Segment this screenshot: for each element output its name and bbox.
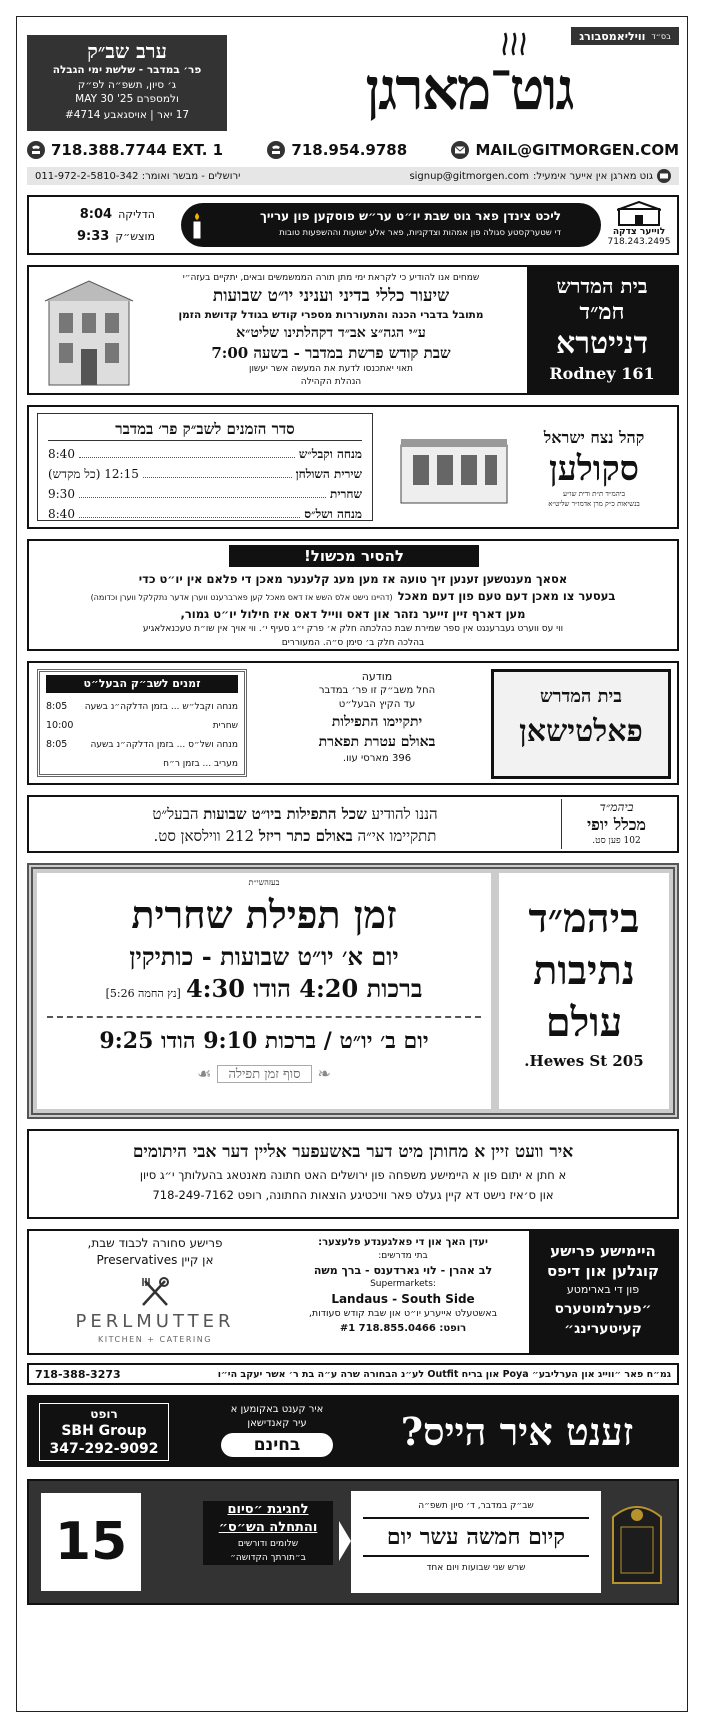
siyum-mid1: לחגיגת ״סיום	[227, 1502, 309, 1517]
row-label: מנחה ושל״ס ... בזמן הדלקה״נ בשעה	[90, 739, 238, 750]
email-text: MAIL@GITMORGEN.COM	[475, 141, 679, 159]
perlmutter-mid	[283, 1235, 523, 1336]
michlal-org2: מכלל יופי	[586, 815, 647, 834]
pm-left-top2: אן קיין Preservatives	[96, 1253, 214, 1267]
nesivos-addr: 205 Hewes St.	[524, 1052, 644, 1070]
nesivos-org	[499, 873, 669, 1109]
warning-line2b: (דהיינו נישט אלס השש אז דאס מאכל קען פארברענט ווערן אדער נתקלקל ווערן וכדומה)	[90, 593, 393, 602]
mail-icon	[657, 169, 671, 183]
michlal-line2	[37, 825, 553, 847]
newspaper-page	[16, 16, 688, 1712]
steam-icon	[499, 31, 529, 57]
pm-left-top: פרישע סחורה לכבוד שבת,	[87, 1236, 223, 1250]
building-image	[39, 277, 139, 387]
yasom-line1: א חתן א יתום פון א היימישע משפחה פון ירושלים האט חתונה מאנטאג בהעלותך י״ג סיון	[139, 1168, 567, 1182]
dynitra-org	[527, 267, 677, 393]
row-time: 12:15 (כל מקדש)	[48, 466, 139, 481]
nesivos-line2: ברכות 4:20 הודו 4:30	[185, 974, 423, 1003]
pm-brand-sub: KITCHEN + CATERING	[98, 1335, 212, 1344]
row-label: מנחה וקבל״ש	[298, 446, 362, 461]
pm-right5: קעיטערינג״	[564, 1321, 642, 1337]
light-time: 8:04	[79, 206, 113, 222]
ornament-right-icon: ☙	[197, 1064, 212, 1083]
warning-line3: מען דארף זיין זייער נזהר און דאס ווייל דאס איז חילול יו״ט גמור,	[180, 607, 526, 621]
candle-banner	[181, 203, 601, 247]
dynitra-org3: דנייטרא	[555, 326, 649, 361]
skulen-ad	[27, 405, 679, 529]
siyum-mid2: והתחלה הש״ס״	[218, 1520, 318, 1535]
skulen-org1: קהל נצח ישראל	[543, 428, 645, 447]
row-label: מנחה וקבל״ש ... בזמן הדלקה״נ בשעה	[84, 701, 238, 712]
pm-right2: קוגלען און דיפס	[546, 1262, 660, 1280]
aircon-title: זענט איר הייס?	[400, 1409, 634, 1454]
zmanim-title: זמנים לשב״ק הבעל״ט	[46, 675, 238, 693]
siyum-mid4: ב״תורתך הקדושה״	[230, 1553, 306, 1563]
date-line4: 17 יאר | אויסגאבע #4714	[64, 109, 190, 121]
siyum-arrow	[339, 1521, 351, 1561]
nesivos-small: בעזהשי״ת	[248, 878, 280, 887]
candle-icon	[187, 211, 207, 241]
dynitra-ad	[27, 265, 679, 395]
nesivos-org3: עולם	[545, 999, 623, 1046]
pm-brand: PERLMUTTER	[75, 1311, 235, 1332]
phone1-text: 718.388.7744 EXT. 1	[51, 141, 224, 159]
paltishan-notice	[277, 669, 477, 766]
signup-email[interactable]: signup@gitmorgen.com	[409, 170, 530, 182]
paltishan-zmanim	[37, 669, 247, 777]
row-label: שירית השולחן	[295, 466, 362, 481]
perlmutter-right	[529, 1231, 677, 1353]
dynitra-sub: מתובל בדברי הכנה והתעוררות מספרי קודש בגודל קדושת הזמן	[178, 309, 484, 321]
skulen-org3: ביהמ״ד ת״ת ודית שו״ע	[563, 490, 625, 498]
notice1: מודעה	[361, 670, 393, 683]
yasom-body	[35, 1139, 671, 1205]
dynitra-addr: 161 Rodney	[549, 364, 655, 383]
aircon-mid1: איר קענט באקומען א	[230, 1404, 324, 1415]
siyum-sub: שרש שני שבועות ויום אחד	[426, 1563, 526, 1573]
row-label: שחרית	[212, 720, 238, 731]
pm-right1: היימישע פרישע	[550, 1242, 656, 1260]
end-label: מוצש״ק	[115, 229, 155, 243]
nesivos-line2-wrap	[37, 973, 491, 1010]
notice6: 396 מארסי עוו.	[342, 753, 412, 764]
candle-org	[607, 201, 671, 251]
skulen-building-image	[399, 435, 509, 505]
schedule-row	[48, 464, 362, 484]
warning-body	[35, 571, 671, 650]
pm-mid-order: באשטעלט אייערע יו״ט און שבת קודש סעודות,	[308, 1308, 498, 1319]
warning-ad	[27, 539, 679, 651]
date-line2: ג׳ סיון, תשפ״ה לפ״ק	[77, 79, 177, 91]
end-time: 9:33	[76, 228, 110, 244]
dynitra-body	[141, 271, 521, 389]
info-line: גוט מארגן אין אייער אימעיל:	[533, 170, 653, 182]
warning-line1: אסאך מענטשען זענען זיך טועה אז מען מעג קלענער מאכן די פלאם אין יו״ט כדי	[138, 572, 568, 586]
michlal-text1: הננו להודיע	[371, 805, 438, 823]
warning-line2-wrap	[35, 587, 671, 606]
michlal-text2c: 212 ווילסאן סט.	[153, 827, 255, 845]
date-line3: ולמספרם MAY 30 '25	[75, 93, 179, 105]
row-time: 8:40	[48, 507, 75, 521]
row-label: שחרית	[330, 486, 362, 501]
michlal-text1b: שכל התפילות ביו״ט שבועות	[203, 805, 367, 823]
aircon-group: SBH Group	[61, 1423, 147, 1439]
jerusalem-line: ירושלים - מבשר ואומר: 011-972-2-5810-342	[35, 170, 241, 182]
perlmutter-ad	[27, 1229, 679, 1355]
dynitra-org2: חמ״ד	[579, 299, 625, 325]
building-icon	[617, 201, 661, 227]
edition-tag	[571, 27, 679, 45]
siyum-mid	[203, 1501, 333, 1565]
pm-right3: פון די בארימטע	[566, 1283, 640, 1296]
notice3: עד הקיץ הבעל״ט	[338, 699, 416, 710]
row-time: 9:30	[48, 487, 75, 501]
contact-row	[27, 139, 679, 161]
siyum-number: 15	[41, 1493, 141, 1591]
zmanim-row	[46, 697, 238, 716]
pm-mid-sub: בתי מדרשים:	[378, 1251, 428, 1261]
aircon-mid3: בחינם	[221, 1433, 333, 1457]
aircon-mid2: עיר קאנדישאן	[247, 1418, 307, 1429]
utensils-icon	[135, 1275, 175, 1309]
contact-email[interactable]	[451, 141, 679, 159]
pm-mid-store: Landaus - South Side	[331, 1292, 475, 1306]
warning-line2: בעסער צו מאכן דעם טעם פון דעם מאכל	[397, 589, 616, 603]
dynitra-org1: בית המדרש	[556, 274, 648, 298]
info-strip	[27, 167, 679, 185]
row-time: 8:05	[46, 701, 68, 712]
dynitra-sign: הנהלת הקהילה	[300, 377, 362, 387]
nesivos-olam-ad	[27, 863, 679, 1119]
zmanim-row	[46, 735, 238, 754]
michlal-text2: תתקיימו אי״ה	[357, 827, 437, 845]
skulen-title: סדר הזמנים לשב״ק פר׳ במדבר	[48, 418, 362, 441]
dynitra-top: שמחים אנו להודיע כי לקראת ימי מתן תורה הממשמשים ובאים, יתקיים בעזה״י	[182, 273, 480, 283]
zmanim-row	[46, 754, 238, 773]
pm-mid-title: יעדן האך און די פאלגענדע פלעצער:	[318, 1237, 488, 1248]
gemach-ad	[27, 1363, 679, 1385]
masthead	[27, 27, 679, 159]
dynitra-note: תאוי יאתכנסו לדעת את המעשה אשר יעשון	[249, 364, 413, 374]
warning-title: להסיר מכשול!	[229, 545, 479, 567]
aircon-ad	[27, 1395, 679, 1467]
gemach-phone[interactable]: 718-388-3273	[35, 1367, 121, 1381]
siyum-main	[351, 1491, 601, 1593]
warning-line5: בהלכה חלק ב׳ סימן ס״ה. המעוררים	[281, 638, 425, 648]
candle-times	[35, 203, 155, 247]
nesivos-title: זמן תפילת שחרית	[131, 892, 397, 937]
warning-line4: ווי עס ווערט געברענגט אין ספר שמירת שבת כהלכתה חלק א׳ פרק י״ג סעיף י׳. ווי אויך אין שו״ת טעכנאלאגיע	[142, 624, 564, 634]
siyum-title: קיום חמשה עשר יום	[363, 1517, 589, 1557]
aircon-phone: 347-292-9092	[49, 1441, 159, 1457]
paltishan-org	[491, 669, 671, 779]
info-left	[409, 169, 671, 183]
nesivos-line2b: [נץ החמה 5:26]	[105, 987, 181, 1000]
michlal-text1c: הבעל״ט	[152, 805, 199, 823]
skulen-org2: סקולען	[548, 449, 640, 489]
nesivos-org2: נתיבות	[533, 947, 635, 994]
michlal-org1: ביהמ״ד	[599, 800, 634, 814]
candle-org-name: לוייער צדקה	[612, 227, 666, 237]
nesivos-org1: ביהמ״ד	[528, 895, 640, 942]
perlmutter-left	[35, 1235, 275, 1344]
contact-phone1[interactable]	[27, 141, 223, 159]
michlal-text2b: באולם כתר ריזל	[258, 827, 353, 845]
phone-icon	[267, 141, 285, 159]
siyum-top: שב״ק במדבר, ד׳ סיון תשפ״ה	[418, 1501, 534, 1511]
nesivos-line3: יום ב׳ יו״ט / ברכות 9:10 הודו 9:25	[99, 1028, 429, 1054]
zmanim-row	[46, 716, 238, 735]
pm-mid-super: Supermarkets:	[370, 1279, 436, 1289]
schedule-row	[48, 484, 362, 504]
michlal-yofi-ad	[27, 795, 679, 853]
row-time: 8:40	[48, 447, 75, 461]
edition-name: וויליאמסבורג	[579, 29, 646, 43]
dynitra-by: ע״י הגה״צ אב״ד דקהלתינו שליט״א	[236, 325, 426, 341]
nesivos-line1: יום א׳ יו״ט שבועות - כותיקין	[129, 942, 399, 971]
nesivos-body	[37, 873, 491, 1109]
michlal-body	[37, 803, 553, 847]
pm-right4: ״פערלמוטערס	[554, 1301, 652, 1317]
row-label: מעריב ... בזמן ר״ח	[163, 758, 238, 769]
notice4: יתקיימו התפילות	[331, 714, 423, 730]
siyum-emblem	[609, 1497, 665, 1591]
aircon-label: רופט	[90, 1407, 118, 1421]
row-time: 8:05	[46, 739, 68, 750]
michlal-org	[561, 799, 671, 849]
skulen-org4: בנשיאות כ״ק מרן אדמו״ר שליט״א	[548, 500, 640, 508]
notice2: החל משב״ק זו פר׳ במדבר	[318, 685, 436, 696]
candle-ad	[27, 195, 679, 255]
row-time: 10:00	[46, 720, 74, 731]
michlal-org3: 102 פען סט.	[592, 836, 641, 846]
gemach-text: גמ״ח פאר ״ווייג און הערליבע״ Poya און בריח Outfit לע״נ הבחורה שרה ע״ה בת ר׳ אשר יעקב הי״ו	[217, 1368, 671, 1380]
contact-phone2[interactable]	[267, 141, 407, 159]
pm-mid-names: לב אהרן - לוי גארדענס - ברך משה	[313, 1264, 493, 1277]
nesivos-line4: סוף זמן תפילה	[217, 1065, 311, 1083]
ornament-left-icon: ❧	[317, 1064, 331, 1083]
candle-org-phone[interactable]: 718.243.2495	[607, 237, 671, 247]
michlal-line1	[37, 803, 553, 825]
siyum-ad	[27, 1479, 679, 1605]
pm-mid-phone[interactable]: רופט: 718.855.0466 #1	[339, 1323, 467, 1334]
schedule-row	[48, 504, 362, 524]
aircon-mid	[207, 1403, 347, 1459]
date-title: ערב שב״ק	[87, 39, 167, 63]
yasom-title: איר וועט זיין א מחותן מיט דער באשעפער אליין דער אבי היתומים	[132, 1142, 574, 1162]
candle-text1: ליכט צינדן פאר גוט שבת יו״ט ער״ש פוסקען פון ערייך	[259, 209, 561, 223]
masthead-logo: גוט־מארגן	[365, 55, 573, 123]
light-label: הדליקה	[118, 207, 155, 221]
mail-icon	[451, 141, 469, 159]
yasom-ad	[27, 1129, 679, 1219]
schedule-row	[48, 444, 362, 464]
skulen-schedule	[37, 413, 373, 521]
notice5: באולם עטרת תפארת	[318, 734, 436, 750]
edition-small: בס״ד	[651, 31, 671, 41]
nesivos-divider	[47, 1016, 481, 1018]
skulen-org	[519, 427, 669, 509]
nesivos-line4-wrap	[37, 1064, 491, 1083]
phone-icon	[27, 141, 45, 159]
paltishan-ad	[27, 661, 679, 785]
date-line1: פר׳ במדבר - שלשת ימי הגבלה	[52, 64, 202, 76]
yasom-line2: און ס׳איז נישט דא קיין געלט פאר וויכטיגע הוצאות החתונה, רופט 718-249-7162	[152, 1188, 554, 1202]
paltishan-org2: פאלטישאן	[519, 714, 643, 749]
dynitra-when: שבת קודש פרשת במדבר - בשעה 7:00	[211, 344, 451, 362]
phone2-text: 718.954.9788	[291, 141, 408, 159]
candle-text2: די שטערקסטע סגולה פון אמהות וצדקניות, פאר אלע ישועות וההשפעות טובות	[279, 228, 561, 238]
dynitra-title: שיעור כללי בדיני ועניני יו״ט שבועות	[212, 286, 450, 306]
paltishan-org1: בית המדרש	[540, 686, 622, 707]
siyum-mid3: שלומים ודורשים	[237, 1539, 299, 1549]
date-box	[27, 35, 227, 131]
aircon-contact[interactable]	[39, 1403, 169, 1461]
row-label: מנחה ושל״ס	[304, 506, 362, 521]
